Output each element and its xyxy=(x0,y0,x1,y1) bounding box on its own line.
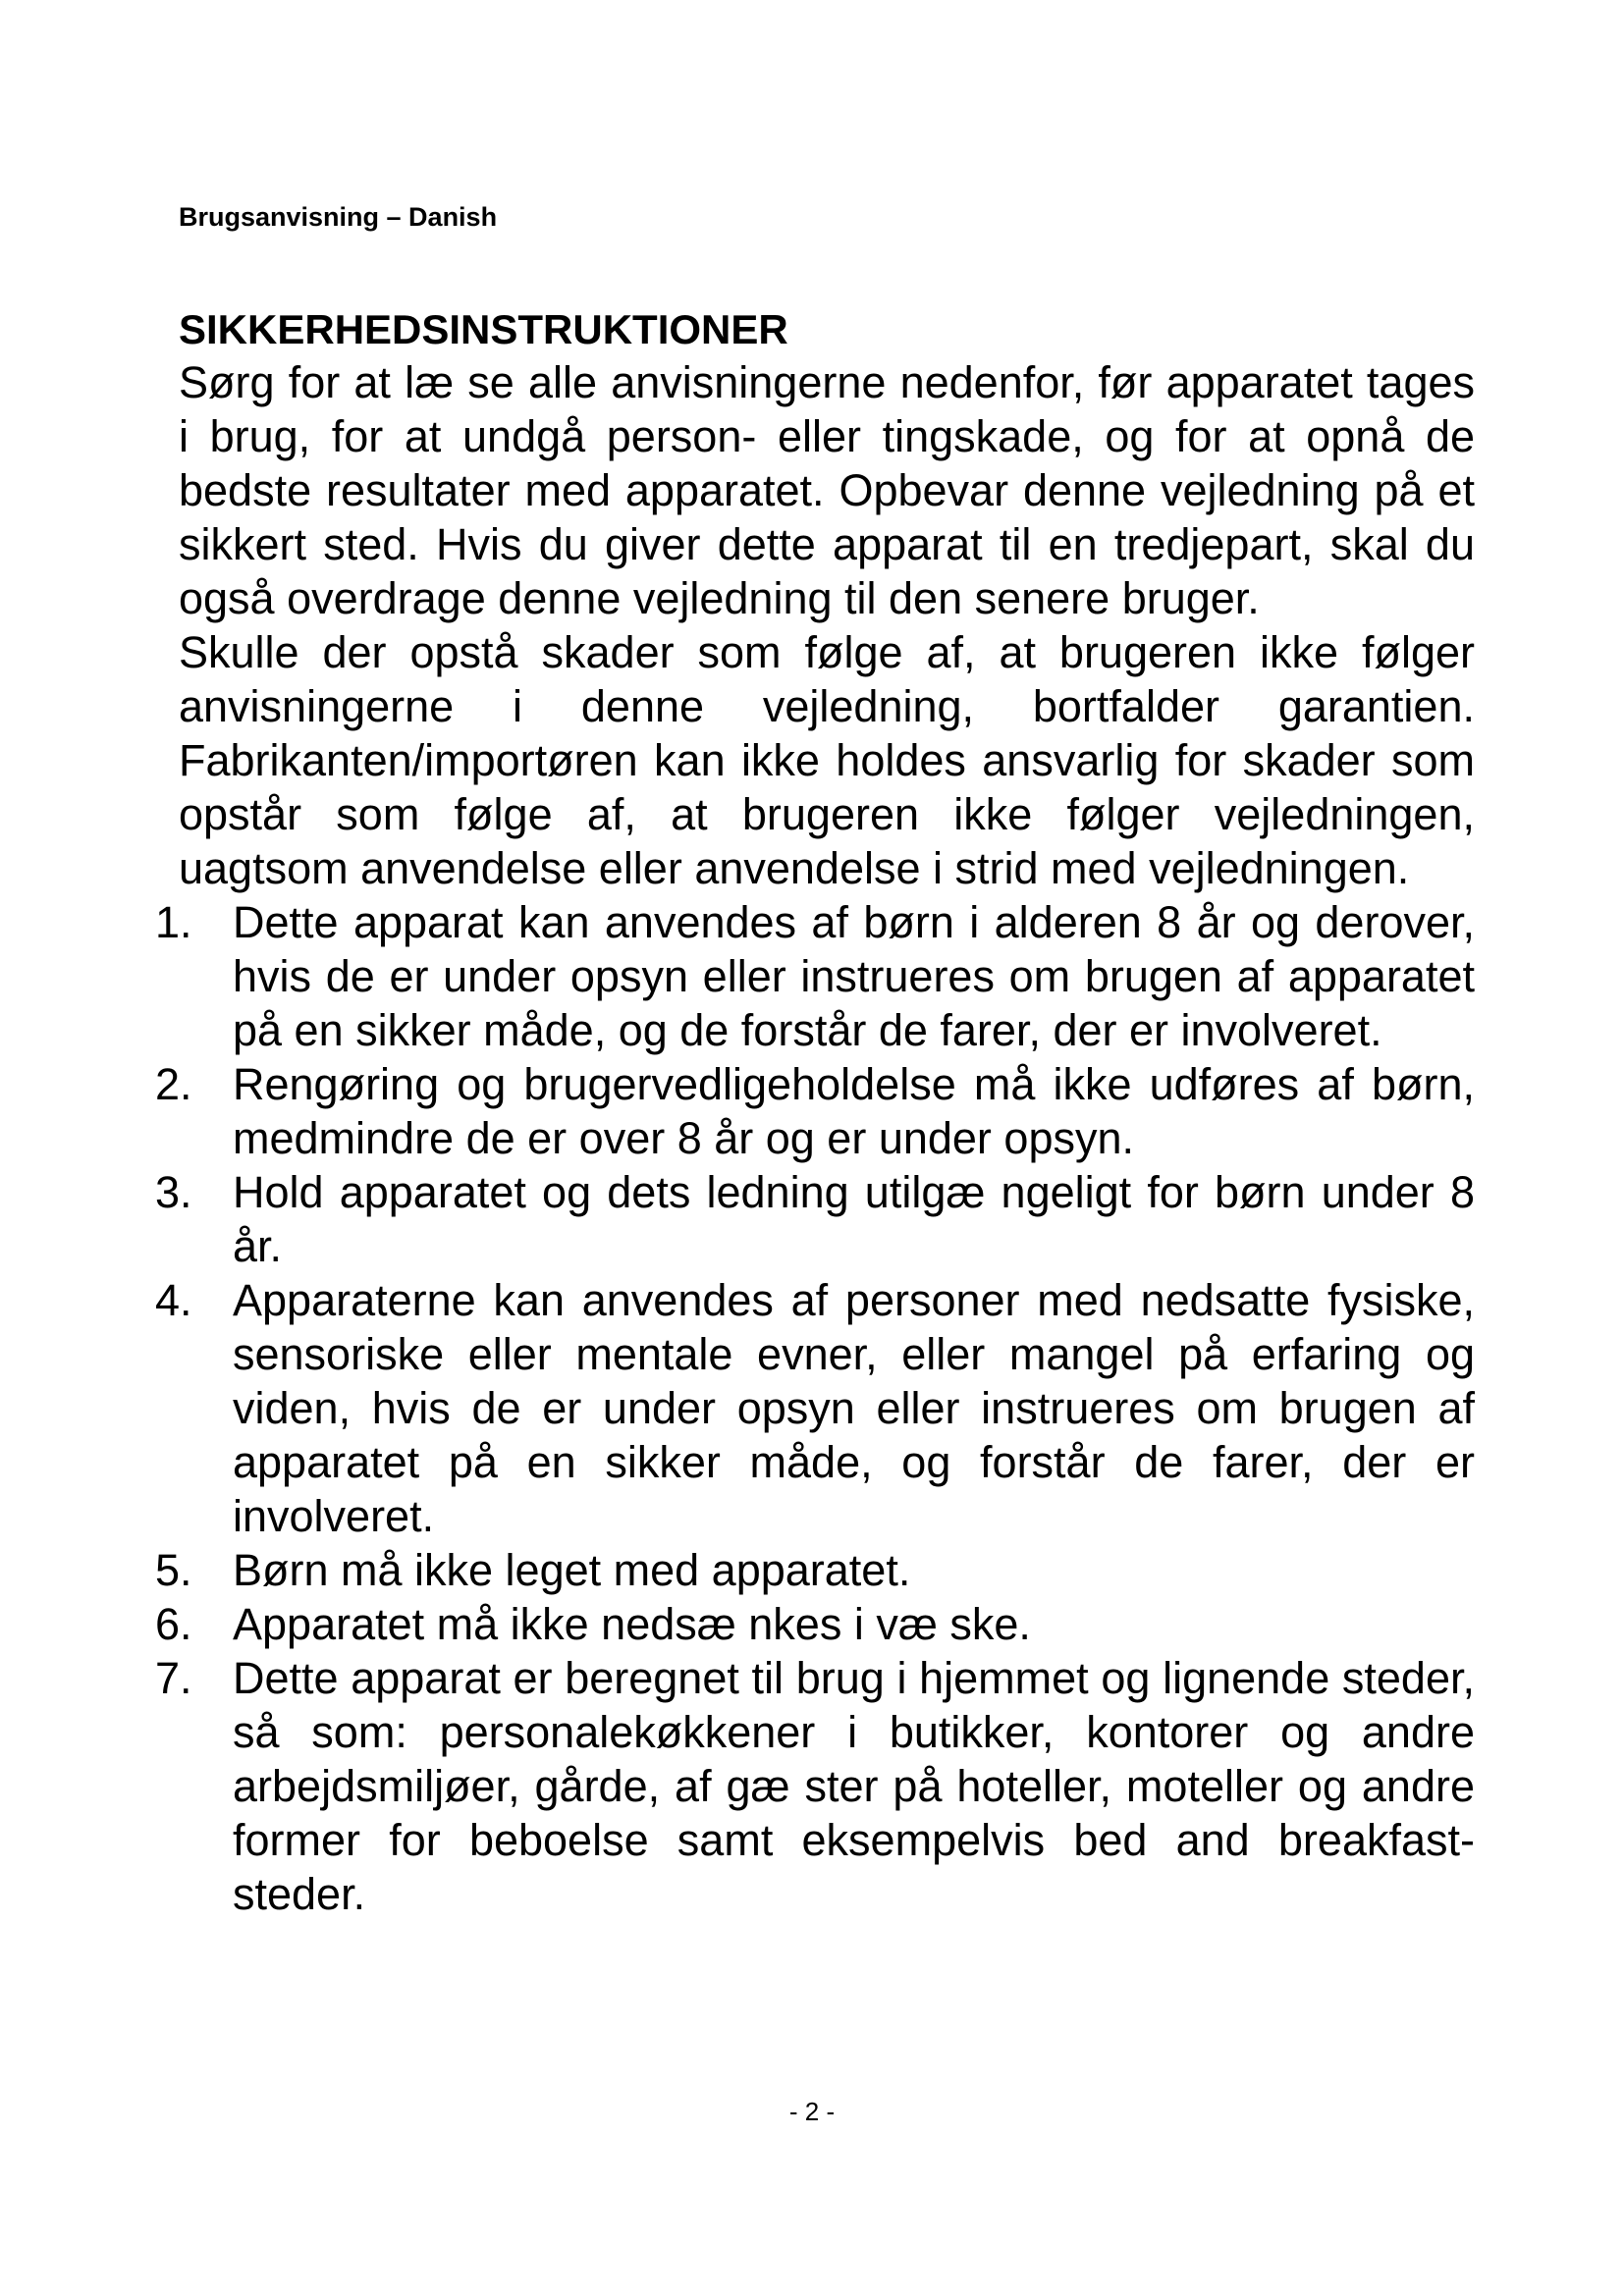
list-item-number: 1. xyxy=(155,897,192,947)
list-item-number: 3. xyxy=(155,1167,192,1217)
warranty-paragraph: Skulle der opstå skader som følge af, at brugeren ikke følger anvisningerne i denne vejledning, bortfalder garantien. Fabrikanten/importøren kan ikke holdes ansvarlig for skader som opstår som følge af, at brugeren ikke følger vejledningen, uagtsom anvendelse eller anvendelse i strid med vejledningen. xyxy=(179,627,1475,893)
list-item xyxy=(155,1597,1475,1651)
list-item xyxy=(155,1651,1475,1921)
section-title: SIKKERHEDSINSTRUKTIONER xyxy=(179,306,788,352)
list-item-text: Rengøring og brugervedligeholdelse må ikke udføres af børn, medmindre de er over 8 år og er under opsyn. xyxy=(233,1059,1475,1163)
list-item xyxy=(155,895,1475,1057)
list-item-number: 2. xyxy=(155,1059,192,1109)
list-item xyxy=(155,1543,1475,1597)
document-header: Brugsanvisning – Danish xyxy=(179,202,498,232)
list-item xyxy=(155,1165,1475,1273)
list-item-text: Hold apparatet og dets ledning utilgæ ngeligt for børn under 8 år. xyxy=(233,1167,1475,1271)
list-item-text: Dette apparat kan anvendes af børn i alderen 8 år og derover, hvis de er under opsyn eller instrueres om brugen af apparatet på en sikker måde, og de forstår de farer, der er involveret. xyxy=(233,897,1475,1055)
page-number: - 2 - xyxy=(788,2097,836,2126)
list-item-number: 6. xyxy=(155,1599,192,1649)
document-content xyxy=(155,304,1475,1921)
list-item-text: Apparatet må ikke nedsæ nkes i væ ske. xyxy=(233,1599,1031,1649)
list-item-number: 7. xyxy=(155,1653,192,1703)
list-item-number: 4. xyxy=(155,1275,192,1325)
list-item xyxy=(155,1273,1475,1543)
list-item-number: 5. xyxy=(155,1545,192,1595)
list-item-text: Dette apparat er beregnet til brug i hjemmet og lignende steder, så som: personalekøkkener i butikker, kontorer og andre arbejdsmiljøer, gårde, af gæ ster på hoteller, moteller og andre former for beboelse samt eksempelvis bed and breakfast-steder. xyxy=(233,1653,1475,1919)
list-item xyxy=(155,1057,1475,1165)
safety-list xyxy=(155,895,1475,1921)
list-item-text: Børn må ikke leget med apparatet. xyxy=(233,1545,911,1595)
list-item-text: Apparaterne kan anvendes af personer med nedsatte fysiske, sensoriske eller mentale evner, eller mangel på erfaring og viden, hvis de er under opsyn eller instrueres om brugen af apparatet på en sikker måde, og forstår de farer, der er involveret. xyxy=(233,1275,1475,1541)
intro-paragraph: Sørg for at læ se alle anvisningerne nedenfor, før apparatet tages i brug, for at undgå person- eller tingskade, og for at opnå de bedste resultater med apparatet. Opbevar denne vejledning på et sikkert sted. Hvis du giver dette apparat til en tredjepart, skal du også overdrage denne vejledning til den senere bruger. xyxy=(179,357,1475,623)
